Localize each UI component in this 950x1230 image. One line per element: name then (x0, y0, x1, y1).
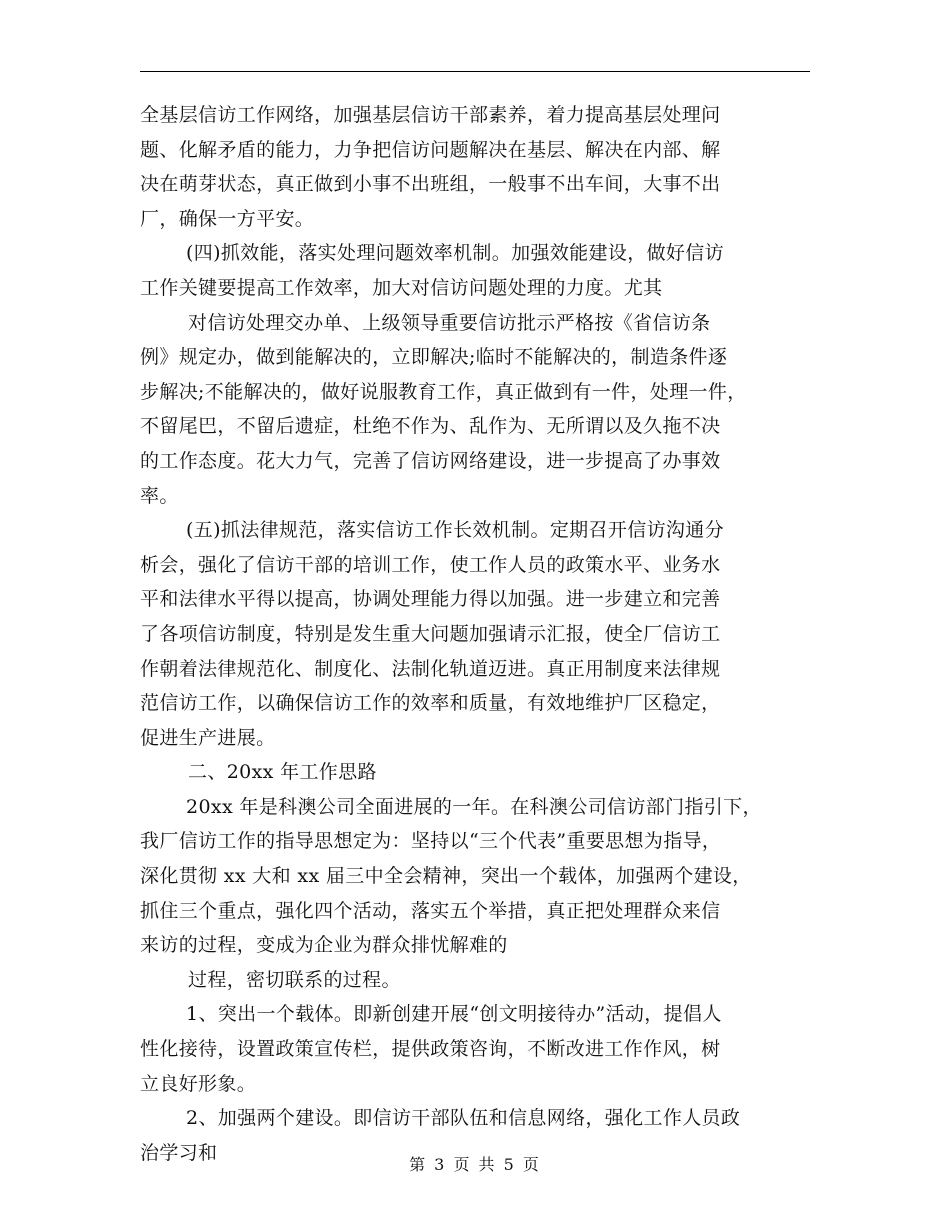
text-line: (四)抓效能，落实处理问题效率机制。加强效能建设，做好信访 (186, 242, 724, 265)
text-line: 范信访工作，以确保信访工作的效率和质量，有效地维护厂区稳定， (140, 692, 721, 715)
text-line: 全基层信访工作网络，加强基层信访干部素养，着力提高基层处理问 (140, 104, 721, 126)
text-line: (五)抓法律规范，落实信访工作长效机制。定期召开信访沟通分 (186, 519, 724, 542)
text-line: 率。 (140, 484, 179, 507)
text-line: 抓住三个重点，强化四个活动，落实五个举措，真正把处理群众来信 (140, 899, 721, 922)
text-line: 厂，确保一方平安。 (140, 207, 315, 230)
text-line: 来访的过程，变成为企业为群众排忧解难的 (140, 934, 508, 957)
text-line: 深化贯彻 xx 大和 xx 届三中全会精神，突出一个载体，加强两个建设， (140, 865, 752, 888)
text-line: 我厂信访工作的指导思想定为：坚持以“三个代表”重要思想为指导， (140, 830, 722, 853)
text-line: 题、化解矛盾的能力，力争把信访问题解决在基层、解决在内部、解 (140, 138, 721, 161)
text-line: 的工作态度。花大力气，完善了信访网络建设，进一步提高了办事效 (140, 449, 721, 472)
text-line: 作朝着法律规范化、制度化、法制化轨道迈进。真正用制度来法律规 (140, 657, 721, 680)
text-line: 平和法律水平得以提高，协调处理能力得以加强。进一步建立和完善 (140, 588, 721, 611)
header-rule (140, 71, 810, 72)
text-line: 20xx 年是科澳公司全面进展的一年。在科澳公司信访部门指引下， (186, 795, 762, 818)
text-line: 步解决;不能解决的，做好说服教育工作，真正做到有一件，处理一件， (140, 380, 747, 403)
text-line: 二、20xx 年工作思路 (188, 761, 377, 784)
text-line: 不留尾巴，不留后遗症，杜绝不作为、乱作为、无所谓以及久拖不决 (140, 415, 721, 438)
text-line: 2、加强两个建设。即信访干部队伍和信息网络，强化工作人员政 (186, 1107, 741, 1130)
text-line: 立良好形象。 (140, 1072, 257, 1095)
text-line: 性化接待，设置政策宣传栏，提供政策咨询，不断改进工作作风，树 (140, 1038, 721, 1061)
text-line: 促进生产进展。 (140, 726, 276, 749)
text-line: 析会，强化了信访干部的培训工作，使工作人员的政策水平、业务水 (140, 553, 721, 576)
page-number: 第 3 页 共 5 页 (409, 1155, 541, 1174)
text-line: 工作关键要提高工作效率，加大对信访问题处理的力度。尤其 (140, 276, 663, 299)
text-line: 过程，密切联系的过程。 (188, 968, 401, 991)
text-line: 对信访处理交办单、上级领导重要信访批示严格按《省信访条 (188, 311, 711, 334)
text-line: 决在萌芽状态，真正做到小事不出班组，一般事不出车间，大事不出 (140, 173, 721, 196)
text-line: 例》规定办，做到能解决的，立即解决;临时不能解决的，制造条件逐 (140, 346, 728, 369)
text-line: 1、突出一个载体。即新创建开展“创文明接待办”活动，提倡人 (186, 1003, 722, 1026)
text-line: 治学习和 (140, 1141, 218, 1164)
document-body (140, 98, 812, 1170)
text-line: 了各项信访制度，特别是发生重大问题加强请示汇报，使全厂信访工 (140, 622, 721, 645)
